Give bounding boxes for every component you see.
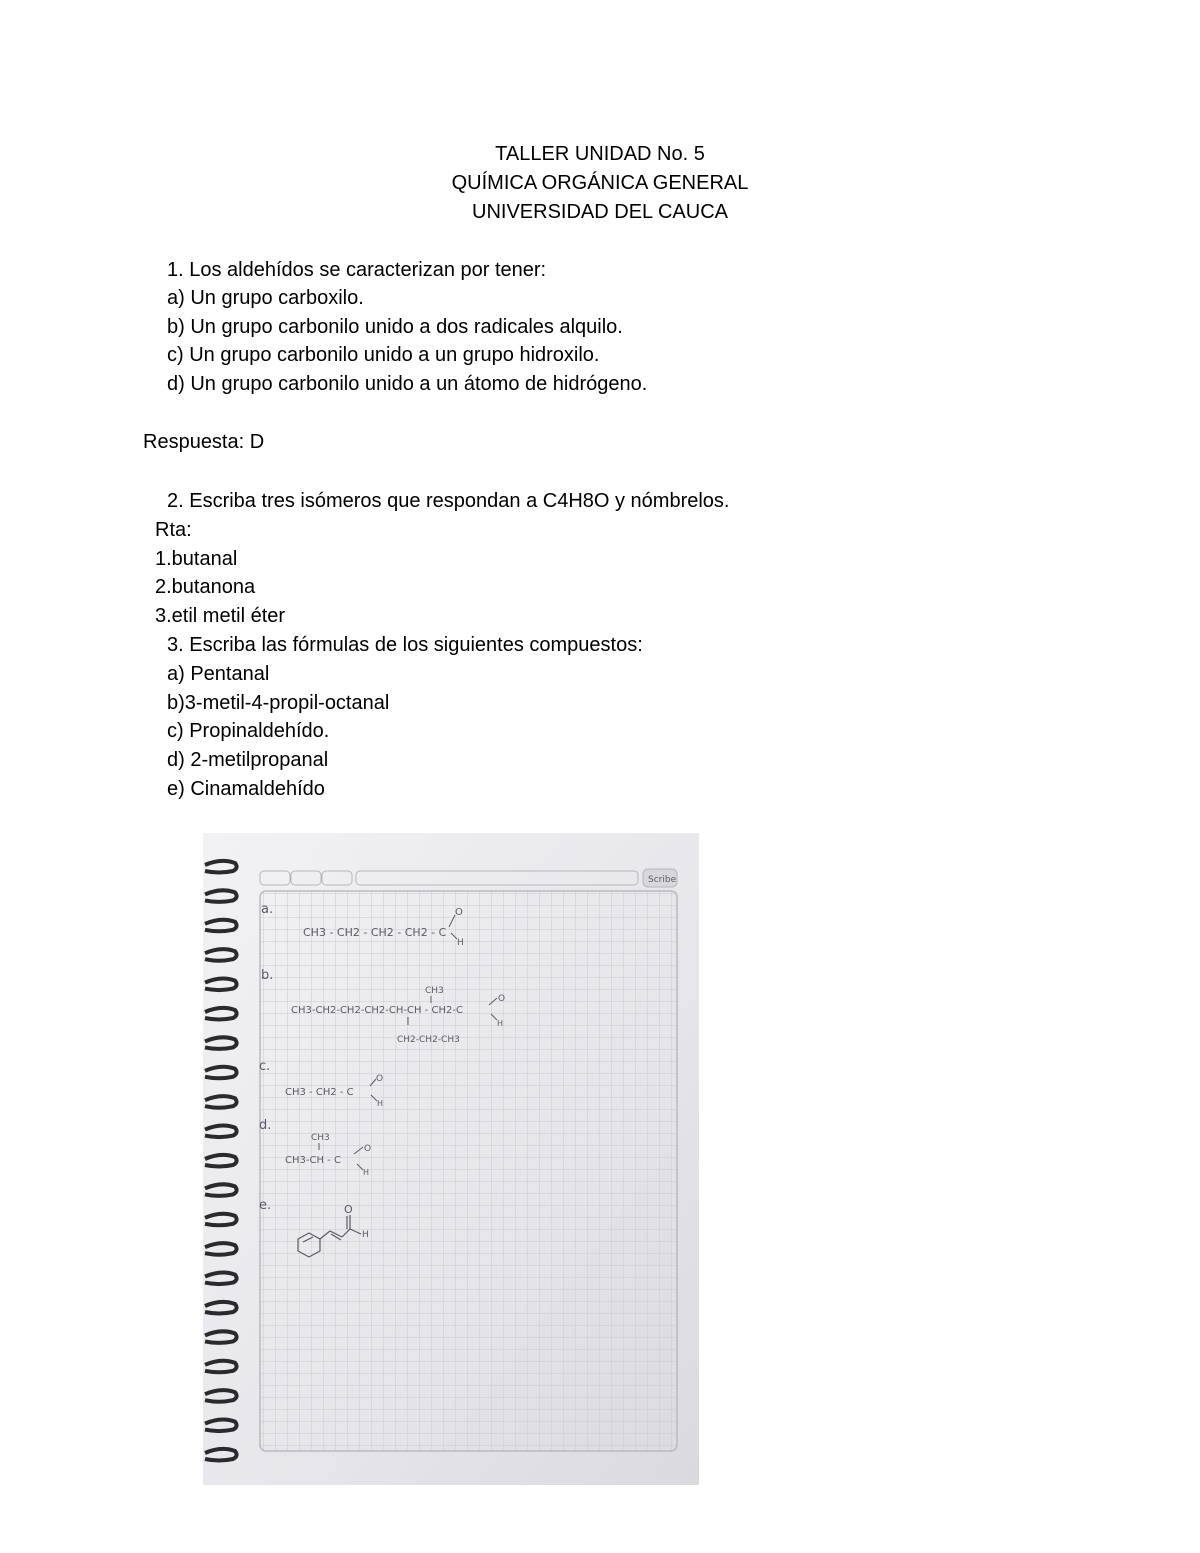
question-2-answer-1: 1.butanal <box>155 548 238 570</box>
question-1: 1. Los aldehídos se caracterizan por tener: <box>167 259 547 281</box>
page-title-line-2: QUÍMICA ORGÁNICA GENERAL <box>451 172 749 194</box>
question-1-answer: Respuesta: D <box>143 431 265 453</box>
question-1-option-a: a) Un grupo carboxilo. <box>167 287 364 309</box>
question-3-option-c: c) Propinaldehído. <box>167 720 330 742</box>
question-3-option-d: d) 2-metilpropanal <box>167 749 329 771</box>
notebook-header-label: Scribe <box>648 875 677 885</box>
question-1-option-c: c) Un grupo carbonilo unido a un grupo hidroxilo. <box>167 344 600 366</box>
notebook-label-e: e. <box>259 1198 272 1213</box>
formula-b-bottom: CH2-CH2-CH3 <box>397 1035 460 1045</box>
formula-e-o: O <box>344 1203 353 1216</box>
formula-d-h: H <box>363 1168 370 1177</box>
question-3-option-b: b)3-metil-4-propil-octanal <box>167 692 390 714</box>
formula-b-h: H <box>497 1019 504 1028</box>
formula-c-h: H <box>377 1099 384 1108</box>
question-3-option-e: e) Cinamaldehído <box>167 778 325 800</box>
question-2-answer-3: 3.etil metil éter <box>155 605 286 627</box>
question-1-option-b: b) Un grupo carbonilo unido a dos radicales alquilo. <box>167 316 623 338</box>
formula-b-o: O <box>498 994 506 1004</box>
formula-b-top: CH3 <box>425 986 444 996</box>
page-title-line-3: UNIVERSIDAD DEL CAUCA <box>472 201 728 223</box>
page-title-line-1: TALLER UNIDAD No. 5 <box>495 143 705 165</box>
question-2-answer-2: 2.butanona <box>155 576 256 598</box>
formula-a-h: H <box>457 938 464 948</box>
formula-c-o: O <box>376 1074 384 1084</box>
formula-b-main: CH3-CH2-CH2-CH2-CH-CH - CH2-C <box>291 1005 463 1016</box>
question-3: 3. Escriba las fórmulas de los siguientes compuestos: <box>167 634 643 656</box>
formula-e-h: H <box>362 1230 369 1240</box>
formula-d-main: CH3-CH - C <box>285 1155 341 1166</box>
question-2-rta-label: Rta: <box>155 519 192 541</box>
formula-d-top: CH3 <box>311 1133 330 1143</box>
formula-a: CH3 - CH2 - CH2 - CH2 - C <box>303 926 447 939</box>
notebook-grid <box>260 891 677 1451</box>
formula-c: CH3 - CH2 - C <box>285 1087 354 1098</box>
formula-d-o: O <box>364 1144 372 1154</box>
notebook-label-b: b. <box>261 968 274 983</box>
question-2: 2. Escriba tres isómeros que respondan a C4H8O y nómbrelos. <box>167 490 730 512</box>
question-1-option-d: d) Un grupo carbonilo unido a un átomo de hidrógeno. <box>167 373 648 395</box>
notebook-photo <box>203 833 699 1485</box>
notebook-label-c: c. <box>259 1059 271 1074</box>
notebook-label-a: a. <box>261 902 274 917</box>
formula-a-o: O <box>455 907 463 918</box>
notebook-label-d: d. <box>259 1118 272 1133</box>
question-3-option-a: a) Pentanal <box>167 663 270 685</box>
